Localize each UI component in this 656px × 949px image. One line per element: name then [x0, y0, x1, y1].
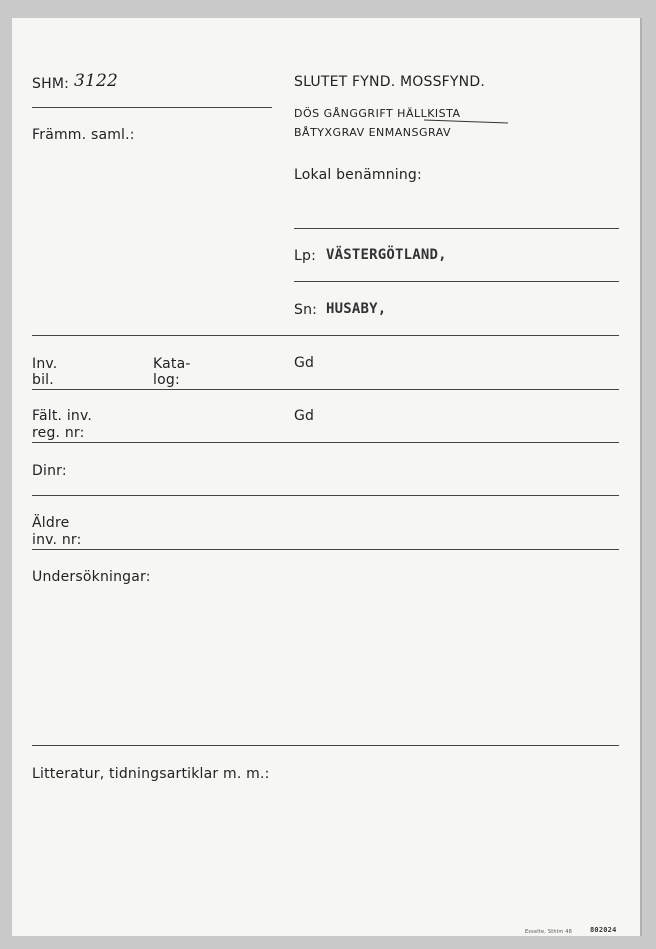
- serial-number: 802024: [590, 926, 617, 934]
- aldre-divider: [32, 549, 619, 550]
- grave-types-line-2: BÅTYXGRAV ENMANSGRAV: [294, 126, 452, 139]
- shm-label: SHM:: [32, 76, 70, 92]
- fynd-types: SLUTET FYND. MOSSFYND.: [294, 74, 485, 90]
- falt-inv-label-1: Fält. inv.: [32, 408, 93, 424]
- gd-label-2: Gd: [294, 408, 315, 424]
- shm-number: 3122: [74, 71, 119, 91]
- dinr-divider: [32, 495, 619, 496]
- katalog-label-1: Kata-: [153, 356, 191, 372]
- inv-label-1: Inv.: [32, 356, 58, 372]
- falt-inv-label-2: reg. nr:: [32, 425, 85, 441]
- undersokningar-divider: [32, 745, 619, 746]
- inv-label-2: bil.: [32, 372, 54, 388]
- printer-mark: Esselte, Sthlm 48: [525, 929, 572, 935]
- lokal-benamning-label: Lokal benämning:: [294, 167, 422, 183]
- lp-value: VÄSTERGÖTLAND,: [326, 247, 447, 263]
- framm-saml-label: Främm. saml.:: [32, 127, 135, 143]
- katalog-label-2: log:: [153, 372, 180, 388]
- grave-types-line-1: DÖS GÅNGGRIFT HÄLLKISTA: [294, 107, 461, 120]
- lokal-line: [294, 228, 619, 229]
- lp-label: Lp:: [294, 248, 317, 264]
- gd-label-1: Gd: [294, 355, 315, 371]
- catalog-card: [12, 18, 642, 936]
- undersokningar-label: Undersökningar:: [32, 569, 151, 585]
- shm-divider: [32, 107, 272, 108]
- litteratur-label: Litteratur, tidningsartiklar m. m.:: [32, 766, 270, 782]
- main-divider: [32, 335, 619, 336]
- aldre-label-1: Äldre: [32, 515, 70, 531]
- aldre-label-2: inv. nr:: [32, 532, 82, 548]
- inv-divider: [32, 389, 619, 390]
- lp-line: [294, 281, 619, 282]
- sn-value: HUSABY,: [326, 301, 387, 317]
- dinr-label: Dinr:: [32, 463, 67, 479]
- falt-divider: [32, 442, 619, 443]
- sn-label: Sn:: [294, 302, 318, 318]
